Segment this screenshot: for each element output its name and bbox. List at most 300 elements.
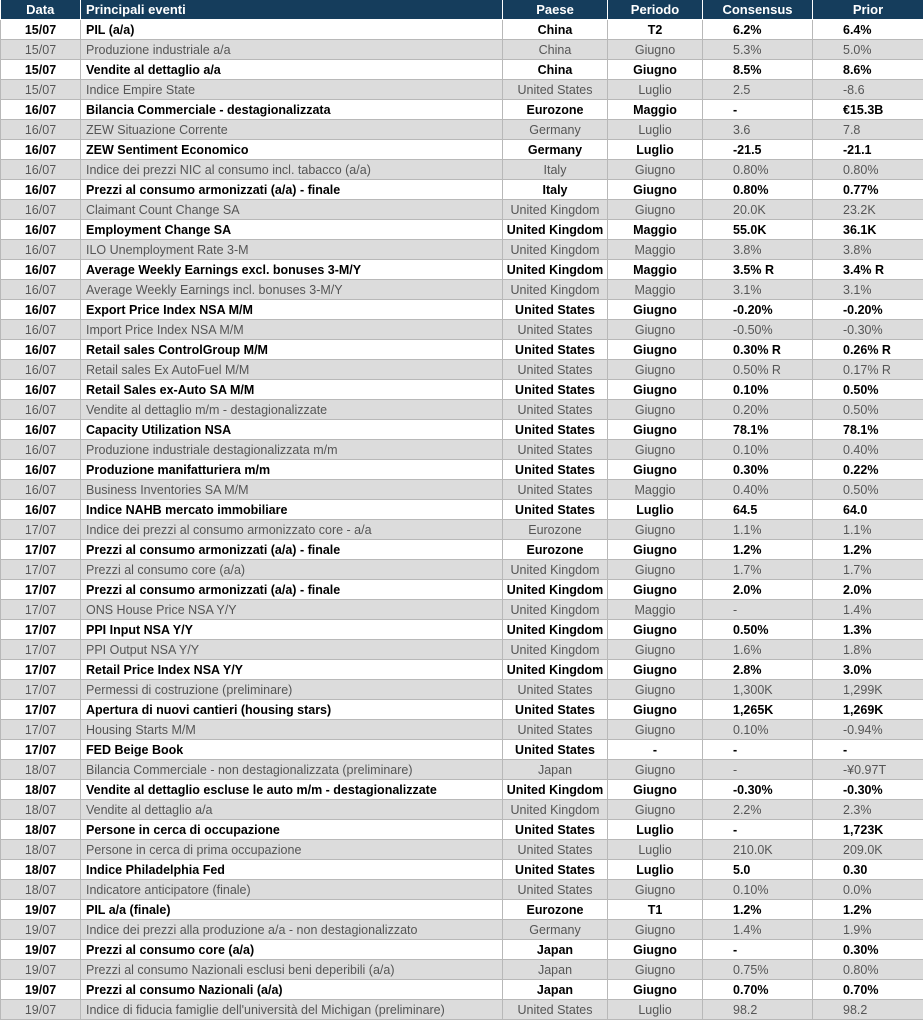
cell-date: 17/07	[1, 560, 81, 580]
cell-country: Japan	[503, 760, 608, 780]
cell-country: United States	[503, 360, 608, 380]
cell-period: Maggio	[608, 600, 703, 620]
cell-event: Indice Philadelphia Fed	[81, 860, 503, 880]
cell-consensus: 5.3%	[703, 40, 813, 60]
cell-event: ZEW Sentiment Economico	[81, 140, 503, 160]
table-row	[1, 940, 923, 960]
cell-period: Giugno	[608, 160, 703, 180]
cell-period: Giugno	[608, 640, 703, 660]
table-row	[1, 60, 923, 80]
cell-date: 16/07	[1, 200, 81, 220]
cell-country: United States	[503, 680, 608, 700]
cell-date: 15/07	[1, 60, 81, 80]
cell-consensus: 1.2%	[703, 900, 813, 920]
table-row	[1, 320, 923, 340]
table-row	[1, 20, 923, 40]
table-row	[1, 620, 923, 640]
table-row	[1, 280, 923, 300]
cell-prior: 0.80%	[813, 960, 923, 980]
column-header-country: Paese	[503, 0, 608, 20]
cell-date: 19/07	[1, 960, 81, 980]
cell-prior: 1.7%	[813, 560, 923, 580]
cell-consensus: 1.2%	[703, 540, 813, 560]
cell-event: Vendite al dettaglio a/a	[81, 60, 503, 80]
cell-event: PPI Input NSA Y/Y	[81, 620, 503, 640]
cell-prior: 1.9%	[813, 920, 923, 940]
cell-event: Prezzi al consumo Nazionali esclusi beni deperibili (a/a)	[81, 960, 503, 980]
cell-period: -	[608, 740, 703, 760]
cell-event: Indice di fiducia famiglie dell'università del Michigan (preliminare)	[81, 1000, 503, 1020]
cell-event: Employment Change SA	[81, 220, 503, 240]
cell-date: 17/07	[1, 540, 81, 560]
table-row	[1, 820, 923, 840]
cell-country: Germany	[503, 920, 608, 940]
cell-prior: 0.17% R	[813, 360, 923, 380]
cell-country: United Kingdom	[503, 240, 608, 260]
cell-country: United Kingdom	[503, 560, 608, 580]
cell-period: Luglio	[608, 820, 703, 840]
table-row	[1, 80, 923, 100]
cell-country: China	[503, 20, 608, 40]
column-header-prior: Prior	[813, 0, 923, 20]
cell-date: 16/07	[1, 140, 81, 160]
cell-consensus: 0.80%	[703, 180, 813, 200]
cell-consensus: -	[703, 600, 813, 620]
cell-prior: 0.77%	[813, 180, 923, 200]
table-row	[1, 780, 923, 800]
cell-date: 17/07	[1, 580, 81, 600]
cell-country: Eurozone	[503, 520, 608, 540]
cell-period: Luglio	[608, 840, 703, 860]
table-row	[1, 880, 923, 900]
cell-event: Prezzi al consumo core (a/a)	[81, 560, 503, 580]
cell-period: Giugno	[608, 300, 703, 320]
table-row	[1, 840, 923, 860]
cell-prior: 0.30%	[813, 940, 923, 960]
table-row	[1, 680, 923, 700]
cell-period: Giugno	[608, 320, 703, 340]
cell-date: 16/07	[1, 280, 81, 300]
cell-country: Germany	[503, 120, 608, 140]
cell-country: United States	[503, 700, 608, 720]
table-row	[1, 200, 923, 220]
cell-date: 17/07	[1, 520, 81, 540]
cell-date: 16/07	[1, 300, 81, 320]
cell-country: United Kingdom	[503, 640, 608, 660]
cell-period: Giugno	[608, 340, 703, 360]
cell-prior: 5.0%	[813, 40, 923, 60]
table-row	[1, 380, 923, 400]
cell-country: United States	[503, 320, 608, 340]
cell-consensus: 0.10%	[703, 380, 813, 400]
column-header-period: Periodo	[608, 0, 703, 20]
cell-prior: 1.3%	[813, 620, 923, 640]
cell-country: United Kingdom	[503, 600, 608, 620]
cell-period: Giugno	[608, 680, 703, 700]
cell-country: United States	[503, 880, 608, 900]
cell-date: 15/07	[1, 40, 81, 60]
cell-event: Bilancia Commerciale - non destagionalizzata (preliminare)	[81, 760, 503, 780]
cell-period: Giugno	[608, 560, 703, 580]
cell-event: Retail sales Ex AutoFuel M/M	[81, 360, 503, 380]
cell-prior: -21.1	[813, 140, 923, 160]
cell-event: Capacity Utilization NSA	[81, 420, 503, 440]
cell-country: China	[503, 60, 608, 80]
cell-date: 16/07	[1, 160, 81, 180]
table-row	[1, 1000, 923, 1020]
cell-country: United Kingdom	[503, 580, 608, 600]
cell-period: Giugno	[608, 780, 703, 800]
cell-date: 18/07	[1, 840, 81, 860]
table-row	[1, 440, 923, 460]
cell-country: United States	[503, 380, 608, 400]
cell-event: Persone in cerca di occupazione	[81, 820, 503, 840]
cell-event: Prezzi al consumo Nazionali (a/a)	[81, 980, 503, 1000]
cell-prior: 0.26% R	[813, 340, 923, 360]
cell-consensus: 1.1%	[703, 520, 813, 540]
cell-period: Giugno	[608, 720, 703, 740]
cell-prior: €15.3B	[813, 100, 923, 120]
cell-country: United States	[503, 500, 608, 520]
table-header-row	[1, 0, 923, 20]
cell-date: 18/07	[1, 760, 81, 780]
cell-prior: 1.4%	[813, 600, 923, 620]
cell-consensus: 2.0%	[703, 580, 813, 600]
table-row	[1, 660, 923, 680]
cell-date: 16/07	[1, 480, 81, 500]
column-header-date: Data	[1, 0, 81, 20]
table-row	[1, 700, 923, 720]
cell-event: Indice NAHB mercato immobiliare	[81, 500, 503, 520]
cell-consensus: 55.0K	[703, 220, 813, 240]
cell-period: Giugno	[608, 360, 703, 380]
cell-prior: -0.20%	[813, 300, 923, 320]
cell-prior: 0.0%	[813, 880, 923, 900]
cell-period: Giugno	[608, 760, 703, 780]
cell-date: 18/07	[1, 860, 81, 880]
cell-period: Maggio	[608, 280, 703, 300]
cell-prior: 1.8%	[813, 640, 923, 660]
cell-consensus: -0.50%	[703, 320, 813, 340]
cell-prior: 0.50%	[813, 380, 923, 400]
cell-event: Permessi di costruzione (preliminare)	[81, 680, 503, 700]
cell-period: Giugno	[608, 460, 703, 480]
cell-event: PIL (a/a)	[81, 20, 503, 40]
cell-event: Persone in cerca di prima occupazione	[81, 840, 503, 860]
cell-country: United Kingdom	[503, 620, 608, 640]
cell-prior: 0.50%	[813, 480, 923, 500]
cell-prior: 0.30	[813, 860, 923, 880]
cell-event: Retail Sales ex-Auto SA M/M	[81, 380, 503, 400]
cell-date: 17/07	[1, 740, 81, 760]
cell-prior: 1.2%	[813, 900, 923, 920]
cell-country: United States	[503, 860, 608, 880]
cell-country: Eurozone	[503, 100, 608, 120]
cell-event: Export Price Index NSA M/M	[81, 300, 503, 320]
cell-period: Giugno	[608, 520, 703, 540]
cell-period: Giugno	[608, 420, 703, 440]
cell-consensus: 3.8%	[703, 240, 813, 260]
cell-date: 17/07	[1, 700, 81, 720]
cell-country: United States	[503, 420, 608, 440]
cell-period: Luglio	[608, 120, 703, 140]
cell-consensus: 3.1%	[703, 280, 813, 300]
table-row	[1, 180, 923, 200]
cell-consensus: 0.30%	[703, 460, 813, 480]
cell-date: 16/07	[1, 380, 81, 400]
cell-period: T2	[608, 20, 703, 40]
cell-prior: 1.2%	[813, 540, 923, 560]
table-row	[1, 520, 923, 540]
cell-consensus: 3.6	[703, 120, 813, 140]
cell-prior: 1,269K	[813, 700, 923, 720]
cell-consensus: -	[703, 940, 813, 960]
cell-country: United States	[503, 300, 608, 320]
cell-period: Luglio	[608, 860, 703, 880]
cell-prior: -8.6	[813, 80, 923, 100]
cell-event: Prezzi al consumo armonizzati (a/a) - finale	[81, 580, 503, 600]
cell-period: Maggio	[608, 240, 703, 260]
cell-consensus: 1,265K	[703, 700, 813, 720]
cell-prior: 0.80%	[813, 160, 923, 180]
cell-country: United Kingdom	[503, 220, 608, 240]
cell-country: United States	[503, 400, 608, 420]
cell-date: 16/07	[1, 440, 81, 460]
table-row	[1, 300, 923, 320]
cell-date: 18/07	[1, 780, 81, 800]
cell-period: Giugno	[608, 60, 703, 80]
cell-consensus: 0.40%	[703, 480, 813, 500]
cell-date: 17/07	[1, 600, 81, 620]
cell-date: 16/07	[1, 220, 81, 240]
cell-date: 16/07	[1, 460, 81, 480]
table-row	[1, 600, 923, 620]
cell-period: Luglio	[608, 1000, 703, 1020]
table-row	[1, 340, 923, 360]
cell-consensus: 1,300K	[703, 680, 813, 700]
cell-event: Vendite al dettaglio escluse le auto m/m - destagionalizzate	[81, 780, 503, 800]
cell-period: Maggio	[608, 480, 703, 500]
cell-consensus: 1.6%	[703, 640, 813, 660]
cell-period: Maggio	[608, 220, 703, 240]
cell-prior: 0.40%	[813, 440, 923, 460]
cell-prior: 23.2K	[813, 200, 923, 220]
cell-event: Average Weekly Earnings incl. bonuses 3-M/Y	[81, 280, 503, 300]
cell-event: Indicatore anticipatore (finale)	[81, 880, 503, 900]
cell-event: Indice dei prezzi NIC al consumo incl. tabacco (a/a)	[81, 160, 503, 180]
cell-date: 16/07	[1, 240, 81, 260]
cell-date: 17/07	[1, 680, 81, 700]
cell-country: Italy	[503, 180, 608, 200]
cell-event: Indice Empire State	[81, 80, 503, 100]
cell-period: Giugno	[608, 660, 703, 680]
table-row	[1, 900, 923, 920]
cell-consensus: 0.30% R	[703, 340, 813, 360]
cell-prior: 0.50%	[813, 400, 923, 420]
cell-prior: 1.1%	[813, 520, 923, 540]
cell-event: Prezzi al consumo armonizzati (a/a) - finale	[81, 540, 503, 560]
cell-date: 17/07	[1, 620, 81, 640]
table-body	[1, 20, 923, 1020]
table-row	[1, 760, 923, 780]
cell-prior: -¥0.97T	[813, 760, 923, 780]
cell-country: Japan	[503, 980, 608, 1000]
table-row	[1, 100, 923, 120]
cell-event: PPI Output NSA Y/Y	[81, 640, 503, 660]
cell-prior: -0.30%	[813, 320, 923, 340]
cell-period: Giugno	[608, 940, 703, 960]
cell-country: United States	[503, 740, 608, 760]
cell-prior: -0.30%	[813, 780, 923, 800]
cell-consensus: -	[703, 100, 813, 120]
cell-prior: 209.0K	[813, 840, 923, 860]
cell-country: United States	[503, 820, 608, 840]
cell-period: Giugno	[608, 880, 703, 900]
cell-consensus: 5.0	[703, 860, 813, 880]
cell-date: 16/07	[1, 420, 81, 440]
table-row	[1, 40, 923, 60]
cell-consensus: 1.4%	[703, 920, 813, 940]
cell-country: United States	[503, 1000, 608, 1020]
table-row	[1, 460, 923, 480]
cell-country: United States	[503, 720, 608, 740]
cell-event: ILO Unemployment Rate 3-M	[81, 240, 503, 260]
cell-consensus: 20.0K	[703, 200, 813, 220]
cell-country: Japan	[503, 960, 608, 980]
cell-period: Giugno	[608, 980, 703, 1000]
cell-period: Giugno	[608, 40, 703, 60]
table-row	[1, 640, 923, 660]
cell-prior: 2.3%	[813, 800, 923, 820]
column-header-event: Principali eventi	[81, 0, 503, 20]
cell-consensus: 64.5	[703, 500, 813, 520]
cell-prior: 98.2	[813, 1000, 923, 1020]
cell-date: 16/07	[1, 320, 81, 340]
cell-prior: 3.4% R	[813, 260, 923, 280]
cell-event: Indice dei prezzi al consumo armonizzato core - a/a	[81, 520, 503, 540]
cell-country: United States	[503, 440, 608, 460]
table-row	[1, 800, 923, 820]
cell-event: Claimant Count Change SA	[81, 200, 503, 220]
cell-prior: 2.0%	[813, 580, 923, 600]
cell-country: Japan	[503, 940, 608, 960]
cell-date: 19/07	[1, 920, 81, 940]
table-row	[1, 540, 923, 560]
cell-country: China	[503, 40, 608, 60]
table-row	[1, 140, 923, 160]
cell-prior: -	[813, 740, 923, 760]
cell-consensus: -0.20%	[703, 300, 813, 320]
cell-event: Produzione manifatturiera m/m	[81, 460, 503, 480]
table-row	[1, 920, 923, 940]
cell-period: Luglio	[608, 80, 703, 100]
cell-country: United States	[503, 480, 608, 500]
cell-consensus: 0.10%	[703, 720, 813, 740]
table-row	[1, 360, 923, 380]
cell-event: FED Beige Book	[81, 740, 503, 760]
table-row	[1, 740, 923, 760]
cell-consensus: 8.5%	[703, 60, 813, 80]
cell-consensus: 98.2	[703, 1000, 813, 1020]
cell-consensus: 0.10%	[703, 880, 813, 900]
cell-consensus: 6.2%	[703, 20, 813, 40]
table-row	[1, 500, 923, 520]
cell-consensus: 0.20%	[703, 400, 813, 420]
cell-event: Produzione industriale a/a	[81, 40, 503, 60]
cell-event: Retail Price Index NSA Y/Y	[81, 660, 503, 680]
cell-date: 15/07	[1, 80, 81, 100]
cell-event: Vendite al dettaglio m/m - destagionalizzate	[81, 400, 503, 420]
cell-country: United Kingdom	[503, 780, 608, 800]
cell-country: Eurozone	[503, 540, 608, 560]
cell-event: Indice dei prezzi alla produzione a/a - non destagionalizzato	[81, 920, 503, 940]
cell-country: United States	[503, 460, 608, 480]
cell-country: United States	[503, 80, 608, 100]
table-row	[1, 240, 923, 260]
cell-event: Housing Starts M/M	[81, 720, 503, 740]
cell-period: Giugno	[608, 200, 703, 220]
table-row	[1, 120, 923, 140]
cell-date: 16/07	[1, 120, 81, 140]
cell-date: 18/07	[1, 820, 81, 840]
cell-event: Prezzi al consumo core (a/a)	[81, 940, 503, 960]
cell-country: Italy	[503, 160, 608, 180]
cell-consensus: -21.5	[703, 140, 813, 160]
table-row	[1, 860, 923, 880]
cell-date: 19/07	[1, 1000, 81, 1020]
cell-prior: 1,723K	[813, 820, 923, 840]
cell-date: 16/07	[1, 100, 81, 120]
table-row	[1, 160, 923, 180]
cell-event: PIL a/a (finale)	[81, 900, 503, 920]
cell-period: Giugno	[608, 400, 703, 420]
cell-country: Germany	[503, 140, 608, 160]
cell-country: United Kingdom	[503, 200, 608, 220]
cell-date: 18/07	[1, 800, 81, 820]
cell-date: 15/07	[1, 20, 81, 40]
cell-event: Bilancia Commerciale - destagionalizzata	[81, 100, 503, 120]
cell-period: Giugno	[608, 380, 703, 400]
cell-event: Prezzi al consumo armonizzati (a/a) - finale	[81, 180, 503, 200]
cell-consensus: 0.50% R	[703, 360, 813, 380]
cell-event: Import Price Index NSA M/M	[81, 320, 503, 340]
cell-consensus: -	[703, 760, 813, 780]
cell-date: 16/07	[1, 500, 81, 520]
cell-prior: 7.8	[813, 120, 923, 140]
cell-date: 16/07	[1, 340, 81, 360]
cell-date: 16/07	[1, 400, 81, 420]
cell-consensus: 3.5% R	[703, 260, 813, 280]
cell-period: Giugno	[608, 700, 703, 720]
cell-prior: 1,299K	[813, 680, 923, 700]
table-row	[1, 980, 923, 1000]
cell-date: 17/07	[1, 640, 81, 660]
cell-period: Luglio	[608, 500, 703, 520]
cell-period: T1	[608, 900, 703, 920]
table-row	[1, 400, 923, 420]
cell-prior: -0.94%	[813, 720, 923, 740]
cell-period: Luglio	[608, 140, 703, 160]
cell-date: 19/07	[1, 900, 81, 920]
cell-date: 19/07	[1, 940, 81, 960]
cell-prior: 3.0%	[813, 660, 923, 680]
table-row	[1, 480, 923, 500]
table-row	[1, 560, 923, 580]
table-row	[1, 960, 923, 980]
cell-period: Giugno	[608, 920, 703, 940]
table-row	[1, 580, 923, 600]
column-header-consensus: Consensus	[703, 0, 813, 20]
